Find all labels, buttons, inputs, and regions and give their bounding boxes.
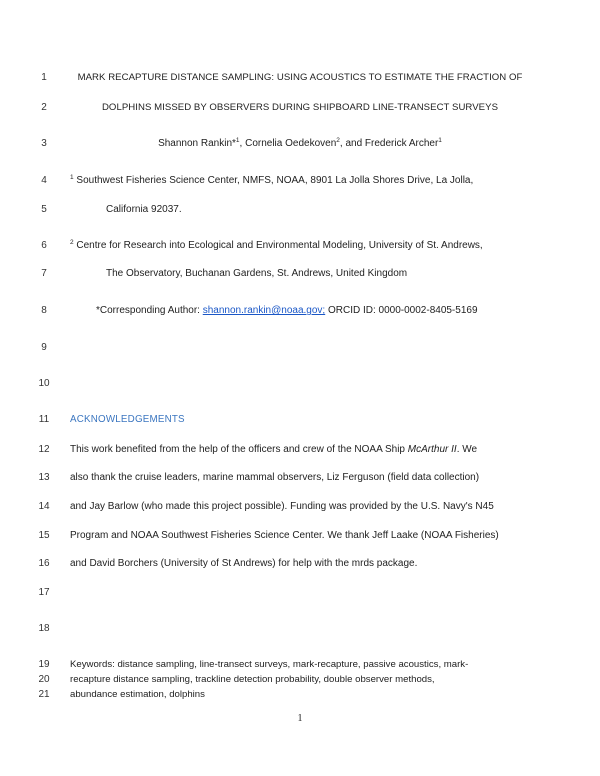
ack-line-3: and Jay Barlow (who made this project possible). Funding was provided by the U.S. Navy's N45 [70,501,494,512]
affiliation-2 [70,240,483,251]
line-number: 13 [38,472,50,483]
affiliation-2-continued: The Observatory, Buchanan Gardens, St. Andrews, United Kingdom [106,268,408,279]
affiliation-1-marker: 1 [70,174,74,181]
author-3-affiliation: 1 [438,137,442,144]
ack-line-4: Program and NOAA Southwest Fisheries Science Center. We thank Jeff Laake (NOAA Fisheries) [70,530,499,541]
keywords-line-3: abundance estimation, dolphins [70,689,205,700]
ack-line-1-end: . We [456,444,478,455]
author-2: , Cornelia Oedekoven [239,138,337,149]
author-line [0,138,600,149]
orcid-id: ORCID ID: 0000-0002-8405-5169 [325,305,478,316]
title-line-1: MARK RECAPTURE DISTANCE SAMPLING: USING ACOUSTICS TO ESTIMATE THE FRACTION OF [77,72,523,83]
line-number: 7 [41,268,47,279]
line-number: 11 [38,414,50,425]
keywords-line-2: recapture distance sampling, trackline detection probability, double observer methods, [70,674,435,685]
ship-name: McArthur II [407,444,457,455]
ack-line-1-text: This work benefited from the help of the officers and crew of the NOAA Ship [70,444,408,455]
acknowledgements-heading: ACKNOWLEDGEMENTS [70,414,185,425]
affiliation-1-text: Southwest Fisheries Science Center, NMFS, NOAA, 8901 La Jolla Shores Drive, La Jolla, [73,175,474,186]
line-number: 9 [41,342,47,353]
line-number: 19 [38,659,50,670]
keywords-line-1: Keywords: distance sampling, line-transect surveys, mark-recapture, passive acoustics, mark- [70,659,469,670]
line-number: 1 [41,72,47,83]
affiliation-1 [70,175,473,186]
corresponding-label: *Corresponding Author: [96,305,203,316]
author-3: , and Frederick Archer [339,138,439,149]
page-number: 1 [297,713,303,724]
line-number: 16 [38,558,50,569]
line-number: 15 [38,530,50,541]
line-number: 12 [38,444,50,455]
affiliation-1-continued: California 92037. [106,204,182,215]
ack-line-1 [70,444,477,455]
line-number: 3 [41,138,47,149]
line-number: 18 [38,623,50,634]
ack-line-5: and David Borchers (University of St Andrews) for help with the mrds package. [70,558,418,569]
author-2-affiliation: 2 [336,137,340,144]
email-link[interactable]: shannon.rankin@noaa.gov; [202,305,326,316]
line-number: 2 [41,102,47,113]
title-line-2: DOLPHINS MISSED BY OBSERVERS DURING SHIPBOARD LINE-TRANSECT SURVEYS [101,102,499,113]
author-1-affiliation: 1 [235,137,240,144]
line-number: 14 [38,501,50,512]
affiliation-2-marker: 2 [70,239,74,246]
affiliation-2-text: Centre for Research into Ecological and Environmental Modeling, University of St. Andrews, [73,240,483,251]
corresponding-author [96,305,478,316]
line-number: 17 [38,587,50,598]
line-number: 10 [38,378,50,389]
line-number: 21 [38,689,50,700]
line-number: 8 [41,305,47,316]
line-number: 4 [41,175,47,186]
line-number: 20 [38,674,50,685]
author-1: Shannon Rankin* [158,138,236,149]
ack-line-2: also thank the cruise leaders, marine mammal observers, Liz Ferguson (field data collection) [70,472,480,483]
line-number: 5 [41,204,47,215]
line-number: 6 [41,240,47,251]
